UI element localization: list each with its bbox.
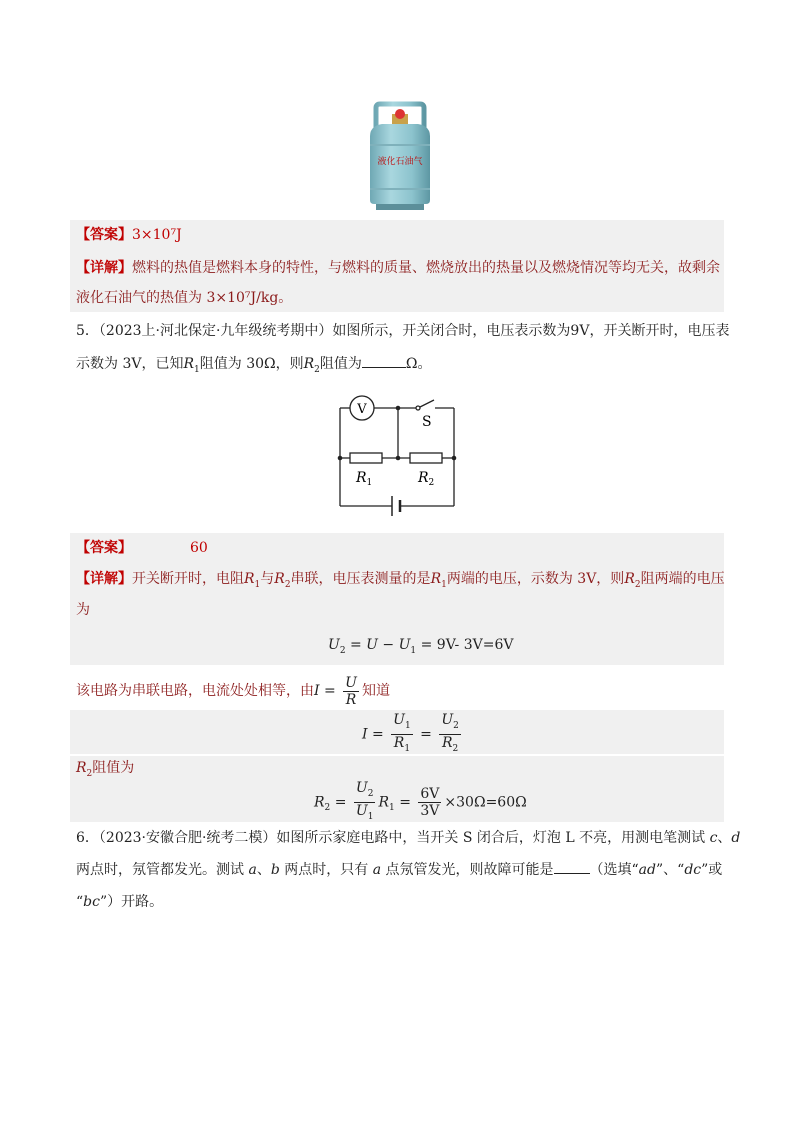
q5-stem-line-2: 示数为 3V，已知$R_1$阻值为 30Ω，则$R_2$阻值为 Ω。 bbox=[76, 356, 432, 375]
q6-stem-line-1: 6．（2023·安徽合肥·统考二模）如图所示家庭电路中，当开关 S 闭合后，灯泡 L 不亮，用测电笔测试 c、d bbox=[76, 830, 741, 846]
switch-label: S bbox=[422, 414, 432, 430]
r2-label: $R_2$ bbox=[418, 470, 435, 488]
q4-answer: 3×10⁷J bbox=[132, 227, 182, 243]
detail-tag: 【详解】 bbox=[76, 260, 132, 276]
q5-detail-line-1: 【详解】开关断开时，电阻$R_1$与$R_2$串联，电压表测量的是$R_1$两端的电压，示数为 3V，则$R_2$阻两端的电压 bbox=[76, 571, 725, 590]
answer-blank bbox=[362, 367, 406, 368]
q6-stem-line-3: “bc”）开路。 bbox=[76, 894, 164, 910]
q6-stem-line-2: 两点时，氖管都发光。测试 a、b 两点时，只有 a 点氖管发光，则故障可能是 （选填“ad”、“dc”或 bbox=[76, 862, 723, 878]
q5-stem-line-1: 5．（2023上·河北保定·九年级统考期中）如图所示，开关闭合时，电压表示数为9V，开关断开时，电压表 bbox=[76, 323, 730, 339]
q5-ohm-law-line: 该电路为串联电路，电流处处相等，由I = $\frac{U}{R}$ 知道 bbox=[76, 674, 390, 708]
q5-r2-label: $R_2$阻值为 bbox=[76, 760, 135, 779]
lpg-tank-image bbox=[362, 100, 438, 212]
equation-u2: $U_2 = U - U_1 = 9V-$ 3V=6V bbox=[328, 637, 514, 656]
r1-label: $R_1$ bbox=[356, 470, 373, 488]
equation-r2: $R_2$ = $\frac{U_2}{U_1}$ $R_1$ = $\frac{6V}{3V}$ ×30Ω=60Ω bbox=[314, 780, 527, 822]
answer-blank bbox=[554, 873, 590, 874]
q5-detail-line-2: 为 bbox=[76, 602, 90, 618]
q4-detail-line-2: 液化石油气的热值为 3×10⁷J/kg。 bbox=[76, 290, 293, 306]
voltmeter-label: V bbox=[357, 402, 367, 417]
q4-detail-line-1: 【详解】燃料的热值是燃料本身的特性，与燃料的质量、燃烧放出的热量以及燃烧情况等均无关，故剩余 bbox=[76, 260, 720, 276]
q5-answer-line: 【答案】 60 bbox=[76, 540, 208, 556]
lpg-tank-label: 液化石油气 bbox=[377, 157, 423, 167]
equation-current: I = $\frac{U_1}{R_1}$ = $\frac{U_2}{R_2}$ bbox=[362, 712, 459, 754]
q4-answer-line bbox=[76, 225, 182, 245]
answer-tag: 【答案】 bbox=[76, 227, 132, 243]
q5-answer: 60 bbox=[190, 540, 208, 556]
circuit-diagram bbox=[330, 392, 466, 524]
